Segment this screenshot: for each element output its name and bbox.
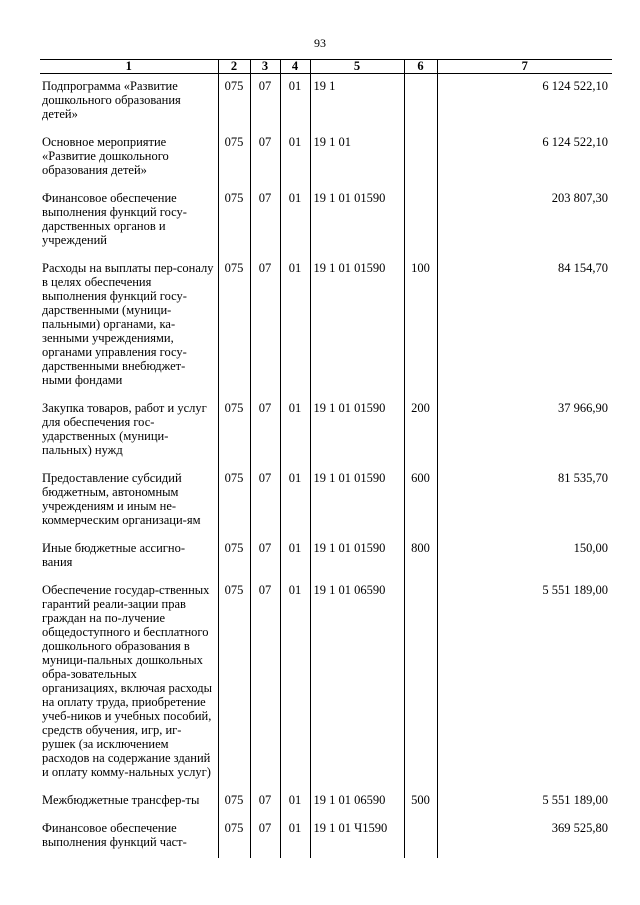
- cell-sum: 37 966,90: [437, 396, 612, 466]
- cell-rz: 07: [250, 130, 280, 186]
- cell-sum: 6 124 522,10: [437, 130, 612, 186]
- header-row: [40, 60, 612, 74]
- cell-rz: 07: [250, 186, 280, 256]
- cell-sum: 5 551 189,00: [437, 578, 612, 788]
- cell-name: Подпрограмма «Развитие дошкольного образования детей»: [42, 79, 181, 121]
- cell-csr: 19 1 01 Ч1590: [310, 816, 404, 858]
- cell-vr: [404, 816, 437, 858]
- header-col-7: 7: [437, 60, 612, 74]
- header-col-2: 2: [218, 60, 250, 74]
- cell-rz: 07: [250, 466, 280, 536]
- cell-pr: 01: [280, 186, 310, 256]
- cell-ved: 075: [218, 256, 250, 396]
- cell-csr: 19 1 01 06590: [310, 578, 404, 788]
- table-row: [40, 466, 612, 536]
- cell-pr: 01: [280, 396, 310, 466]
- cell-pr: 01: [280, 536, 310, 578]
- cell-pr: 01: [280, 256, 310, 396]
- cell-vr: 500: [404, 788, 437, 816]
- cell-csr: 19 1 01 01590: [310, 536, 404, 578]
- cell-name: Финансовое обеспечение выполнения функций част-: [42, 821, 187, 849]
- cell-name: Финансовое обеспечение выполнения функций госу-дарственных органов и учреждений: [42, 191, 187, 247]
- cell-vr: [404, 186, 437, 256]
- cell-csr: 19 1: [310, 74, 404, 131]
- cell-pr: 01: [280, 130, 310, 186]
- cell-name: Обеспечение государ-ственных гарантий реали-зации прав граждан на по-лучение общедоступного и бесплатного дошкольного образования в муници-пальных дошкольных обра-зовательных организациях, включая расходы на оплату труда, приобретение учеб-ников и учебных пособий, средств обучения, игр, иг-рушек (за исключением расходов на содержание зданий и оплату комму-нальных услуг): [42, 583, 213, 779]
- table-row: [40, 816, 612, 858]
- cell-csr: 19 1 01 01590: [310, 186, 404, 256]
- cell-sum: 150,00: [437, 536, 612, 578]
- cell-rz: 07: [250, 578, 280, 788]
- table-row: [40, 256, 612, 396]
- cell-sum: 369 525,80: [437, 816, 612, 858]
- cell-vr: [404, 74, 437, 131]
- cell-vr: [404, 130, 437, 186]
- cell-pr: 01: [280, 578, 310, 788]
- cell-rz: 07: [250, 396, 280, 466]
- cell-name: Расходы на выплаты пер-соналу в целях обеспечения выполнения функций госу-дарственными (муници-пальными) органами, ка-зенными учреждениями, органами управления госу-дарственными внебюджет-ными фондами: [42, 261, 214, 387]
- cell-name: Межбюджетные трансфер-ты: [42, 793, 200, 807]
- header-col-6: 6: [404, 60, 437, 74]
- table-row: [40, 578, 612, 788]
- cell-sum: 6 124 522,10: [437, 74, 612, 131]
- cell-ved: 075: [218, 130, 250, 186]
- cell-pr: 01: [280, 74, 310, 131]
- header-col-4: 4: [280, 60, 310, 74]
- cell-vr: 600: [404, 466, 437, 536]
- cell-rz: 07: [250, 788, 280, 816]
- cell-csr: 19 1 01 06590: [310, 788, 404, 816]
- cell-rz: 07: [250, 256, 280, 396]
- budget-table: [40, 59, 612, 858]
- cell-vr: [404, 578, 437, 788]
- cell-ved: 075: [218, 186, 250, 256]
- table-header: [40, 60, 612, 74]
- cell-sum: 5 551 189,00: [437, 788, 612, 816]
- cell-vr: 100: [404, 256, 437, 396]
- cell-name: Закупка товаров, работ и услуг для обеспечения гос-ударственных (муници-пальных) нужд: [42, 401, 207, 457]
- table-row: [40, 396, 612, 466]
- table-row: [40, 74, 612, 131]
- cell-rz: 07: [250, 74, 280, 131]
- table-body: [40, 74, 612, 859]
- table-row: [40, 536, 612, 578]
- header-col-5: 5: [310, 60, 404, 74]
- cell-csr: 19 1 01: [310, 130, 404, 186]
- cell-vr: 800: [404, 536, 437, 578]
- cell-pr: 01: [280, 788, 310, 816]
- cell-ved: 075: [218, 396, 250, 466]
- table-row: [40, 130, 612, 186]
- table-row: [40, 186, 612, 256]
- cell-ved: 075: [218, 466, 250, 536]
- cell-name: Предоставление субсидий бюджетным, автономным учреждениям и иным не-коммерческим организаци-ям: [42, 471, 201, 527]
- cell-name: Иные бюджетные ассигно-вания: [42, 541, 186, 569]
- table-row: [40, 788, 612, 816]
- header-col-1: 1: [40, 60, 218, 74]
- cell-ved: 075: [218, 74, 250, 131]
- page-number: 93: [314, 36, 326, 50]
- cell-sum: 203 807,30: [437, 186, 612, 256]
- cell-csr: 19 1 01 01590: [310, 256, 404, 396]
- header-col-3: 3: [250, 60, 280, 74]
- cell-ved: 075: [218, 578, 250, 788]
- cell-vr: 200: [404, 396, 437, 466]
- cell-sum: 84 154,70: [437, 256, 612, 396]
- cell-ved: 075: [218, 536, 250, 578]
- cell-pr: 01: [280, 816, 310, 858]
- cell-csr: 19 1 01 01590: [310, 466, 404, 536]
- cell-rz: 07: [250, 536, 280, 578]
- cell-name: Основное мероприятие «Развитие дошкольного образования детей»: [42, 135, 169, 177]
- cell-sum: 81 535,70: [437, 466, 612, 536]
- cell-rz: 07: [250, 816, 280, 858]
- cell-pr: 01: [280, 466, 310, 536]
- cell-ved: 075: [218, 816, 250, 858]
- cell-ved: 075: [218, 788, 250, 816]
- cell-csr: 19 1 01 01590: [310, 396, 404, 466]
